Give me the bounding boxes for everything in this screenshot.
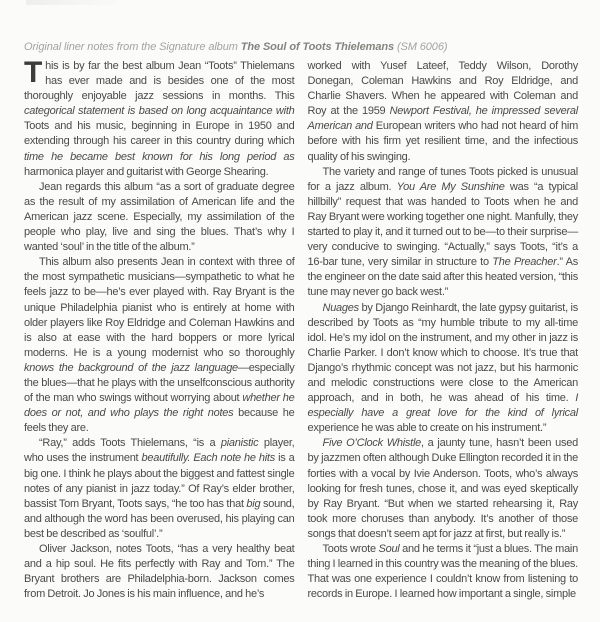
text-segment: was “a typical hillbilly” request that was handed to Toots when he and Ray Bryant were working together one night. Manfully, they started to play it, and it turned out to be—to their surprise—very conducive to swinging. “Actually,” says Toots, “it’s a 16-bar tune, very similar in structure to [307,180,578,269]
paragraph [308,59,579,165]
text-segment: Five O’Clock Whistle [322,437,422,450]
text-segment: Toots wrote [322,543,379,555]
text-segment: You Are My Sunshine [396,180,505,193]
text-segment: The Soul of Toots Thielemans [240,41,394,53]
text-segment: Soul [378,543,400,555]
text-segment: and he terms it “just a blues. The main thing I learned in this country was the meaning of the blues. That was one experience I couldn’t know from listening to records in Europe. I learned how important a single, simple [307,543,578,601]
right-column [308,59,579,602]
text-segment: “Ray,” adds Toots Thielemans, “is a [39,437,221,450]
left-column [24,56,295,602]
text-segment: Toots and his music, beginning in Europe in 1950 and extending through his career in this country during which [24,120,295,148]
paragraph [308,542,579,602]
text-segment: Jean regards this album “as a sort of graduate degree as the result of my assimilation of American life and the American jazz scene. Especially, my assimilation of the people who play, live and sing the blues. That’s why I wanted ‘soul’ in the title of the album.” [24,180,295,254]
paragraph [24,56,295,180]
paragraph [24,542,295,602]
drop-cap: T [24,56,43,89]
text-segment: Oliver Jackson, notes Toots, “has a very healthy beat and a hip soul. He fits perfectly with Ray and Tom.” The Bryant brothers are Philadelphia-born. Jackson comes from Detroit. Jo Jones is his main influence, and he’s [24,543,295,601]
text-segment: experience he was able to create on his instrument.” [307,422,547,435]
text-segment: Nuages [322,301,359,314]
text-segment: sound, and although the word has been overused, his playing can best be described as ‘soulful’.” [24,497,295,540]
text-segment: is a big one. I think he plays about the biggest and fattest single notes of any pianist in jazz today.” Of Ray’s elder brother, bassist Tom Bryant, Toots says, “he too has that [24,452,295,510]
two-column-text-block [24,56,578,602]
text-segment: his is by far the best album Jean “Toots” Thielemans has ever made and is besides one of the most thoroughly enjoyable jazz sessions in months. This [24,60,295,103]
text-segment: player, who uses the instrument [24,437,295,465]
paragraph [308,165,579,301]
text-segment: The variety and range of tunes Toots picked is unusual for a jazz album. [307,165,578,193]
text-segment: big [246,497,261,510]
text-segment: This album also presents Jean in context with three of the most sympathetic musicians—sympathetic to what he feels jazz to be—he’s ever played with. Ray Bryant is the unique Philadelphia pianist who is entirely at home with older players like Roy Eldridge and Coleman Hawkins and is also at ease with the hard boppers or more lyrical moderns. He is a young modernist who so thoroughly [24,256,295,359]
text-segment: time he became best known for his long period as [24,150,295,163]
paragraph [24,180,295,255]
text-segment: I especially have a great love for the kind of lyrical [307,392,578,420]
text-segment: (SM 6006) [393,41,448,53]
text-segment: pianistic [220,437,259,450]
text-segment: , a jaunty tune, hasn’t been used by jazzmen often although Duke Ellington recorded it in the forties with a vocal by Ivie Anderson. Toots, who’s always looking for fresh tunes, chose it, and was eyed skeptically by Ray Bryant. “But when we started rehearsing it, Ray took more choruses than anybody. It’s another of those songs that doesn’t seem apt for jazz at first, but really is.” [307,437,578,540]
text-segment: —especially the blues—that he plays with the unselfconscious authority of the man who swings without worrying about [24,361,295,405]
paragraph [24,255,295,436]
text-segment: The Preacher [492,256,557,269]
text-segment: worked with Yusef Lateef, Teddy Wilson, Dorothy Donegan, Coleman Hawkins and Roy Eldridge, and Charlie Shavers. When he appeared with Coleman and Roy at the 1959 [307,60,578,118]
text-segment: European writers who had not heard of him before with his firm yet resilient time, and the infectious quality of his swinging. [307,120,578,163]
cropped-page-edge-artifact [26,0,118,5]
text-segment: .” As the engineer on the date said after this heated version, “this tune may never go back west.” [307,256,578,299]
text-segment: harmonica player and guitarist with George Shearing. [24,165,269,178]
text-segment: categorical statement is based on long acquaintance with [24,105,295,118]
text-segment: knows the background of the jazz language [24,361,238,374]
text-segment: Original liner notes from the Signature album [24,41,241,53]
text-segment: whether he does or not, and who plays the right notes [24,392,295,420]
text-segment: because he feels they are. [24,407,295,435]
text-segment: Newport Festival, he impressed several American and [307,105,578,133]
text-segment: by Django Reinhardt, the late gypsy guitarist, is described by Toots as “my humble tribute to my all-time idol. He’s my idol on the instrument, and my other in jazz is Charlie Parker. I don’t know which to choose. It’s true that Django’s rhythmic concept was not jazz, but his harmonic and melodic constructions were close to the American approach, and in both, he was ahead of his time. [307,301,578,405]
paragraph [308,301,579,437]
paragraph [24,436,295,542]
liner-notes-header [24,40,578,54]
paragraph [308,436,579,542]
text-segment: beautifully. Each note he hits [141,452,275,465]
